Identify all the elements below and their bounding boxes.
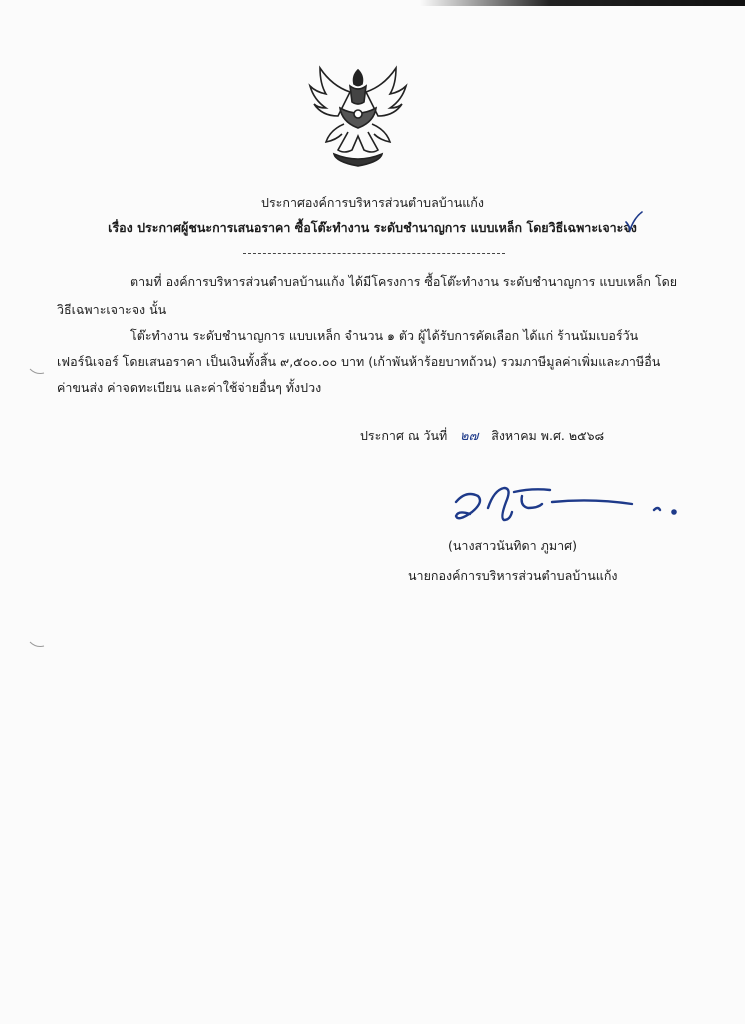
garuda-emblem-icon bbox=[304, 62, 412, 172]
scan-mark-icon bbox=[28, 367, 46, 375]
signatory-position: นายกองค์การบริหารส่วนตำบลบ้านแก้ง bbox=[408, 568, 618, 583]
handwritten-day: ๒๗ bbox=[460, 429, 479, 444]
announcement-prefix: ประกาศ ณ วันที่ bbox=[360, 428, 448, 443]
scan-edge-shadow bbox=[420, 0, 745, 6]
announcement-month-year: สิงหาคม พ.ศ. ๒๕๖๘ bbox=[491, 428, 605, 443]
handwritten-check-icon bbox=[622, 210, 646, 234]
subject-line: เรื่อง ประกาศผู้ชนะการเสนอราคา ซื้อโต๊ะทำงาน ระดับชำนาญการ แบบเหล็ก โดยวิธีเฉพาะเจาะจง bbox=[108, 220, 637, 235]
paragraph-2-line-3: ค่าขนส่ง ค่าจดทะเบียน และค่าใช้จ่ายอื่นๆ ทั้งปวง bbox=[57, 380, 322, 395]
divider-line bbox=[243, 253, 505, 254]
signature-icon bbox=[448, 482, 684, 528]
paragraph-2-line-2: เฟอร์นิเจอร์ โดยเสนอราคา เป็นเงินทั้งสิ้น ๙,๕๐๐.๐๐ บาท (เก้าพันห้าร้อยบาทถ้วน) รวมภาษีมูลค่าเพิ่มและภาษีอื่น bbox=[57, 354, 661, 369]
signatory-name: (นางสาวนันทิดา ภูมาศ) bbox=[448, 538, 577, 553]
paragraph-2-line-1: โต๊ะทำงาน ระดับชำนาญการ แบบเหล็ก จำนวน ๑ ตัว ผู้ได้รับการคัดเลือก ได้แก่ ร้านนัมเบอร์วัน bbox=[130, 328, 639, 343]
paragraph-1-line-1: ตามที่ องค์การบริหารส่วนตำบลบ้านแก้ง ได้มีโครงการ ซื้อโต๊ะทำงาน ระดับชำนาญการ แบบเหล็ก โดย bbox=[130, 274, 678, 289]
scan-mark-icon bbox=[28, 640, 46, 648]
org-title: ประกาศองค์การบริหารส่วนตำบลบ้านแก้ง bbox=[261, 195, 484, 210]
announcement-date bbox=[360, 425, 604, 446]
paragraph-1-line-2: วิธีเฉพาะเจาะจง นั้น bbox=[57, 302, 167, 317]
